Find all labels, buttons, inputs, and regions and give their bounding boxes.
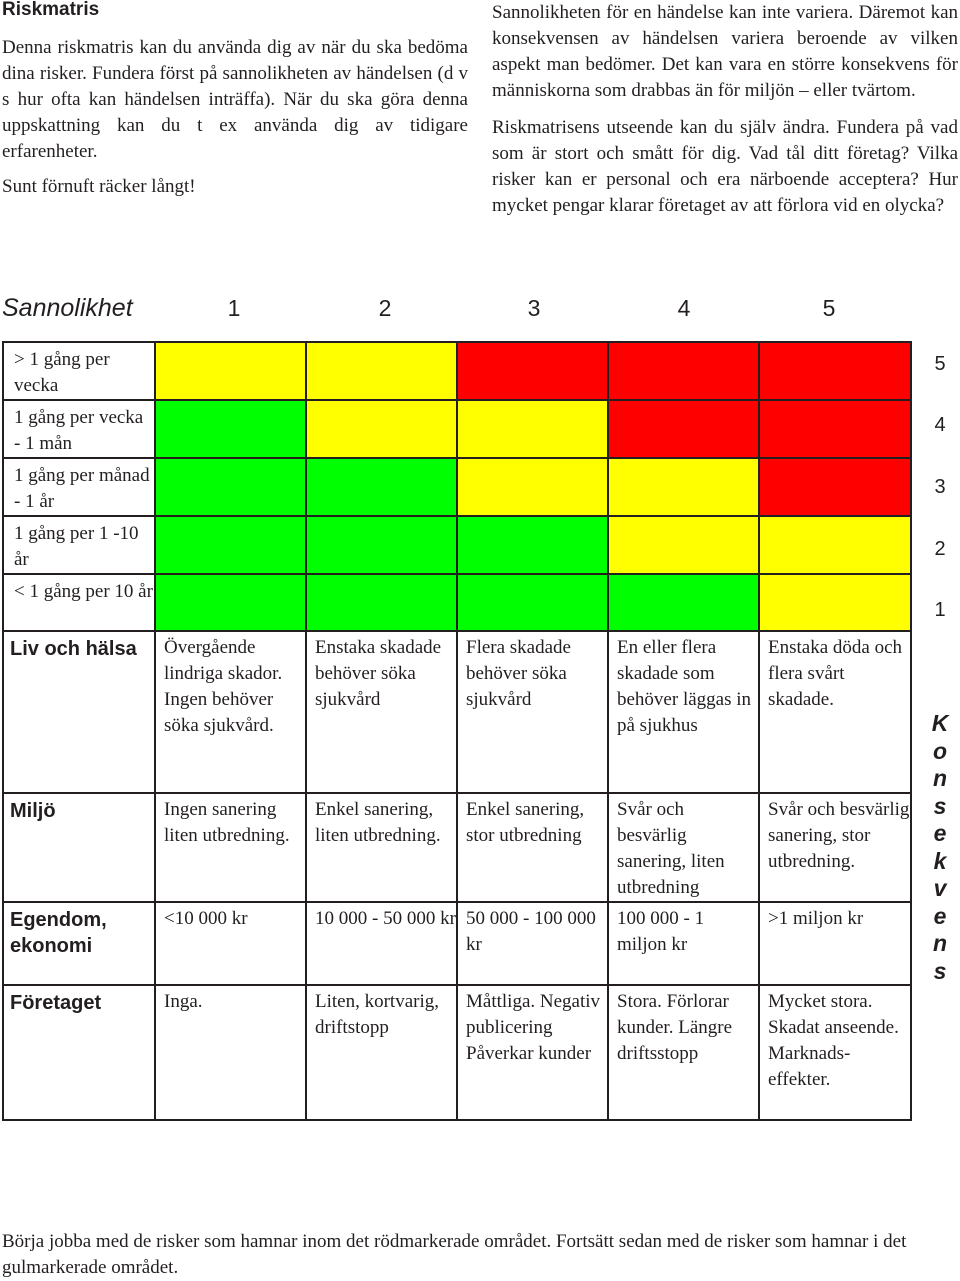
consequence-value: 100 000 - 1 miljon kr <box>608 902 759 985</box>
risk-matrix <box>2 341 912 1121</box>
intro-paragraph: Sunt förnuft räcker långt! <box>2 176 196 197</box>
risk-cell <box>759 516 911 574</box>
frequency-row <box>3 516 911 574</box>
consequence-value: Ingen sanering liten utbredning. <box>155 793 306 902</box>
consequence-level: 2 <box>934 538 946 560</box>
consequence-value: Mycket stora. Skadat anseende. Marknads-effekter. <box>759 985 911 1120</box>
frequency-label: > 1 gång per vecka <box>3 342 155 400</box>
consequence-value: <10 000 kr <box>155 902 306 985</box>
intro-left <box>2 35 468 200</box>
consequence-row <box>3 902 911 985</box>
consequence-axis-letter: k <box>933 847 947 874</box>
risk-cell <box>759 574 911 631</box>
risk-cell <box>306 458 457 516</box>
frequency-row <box>3 458 911 516</box>
intro-right <box>492 0 958 219</box>
consequence-label: Liv och hälsa <box>3 631 155 793</box>
frequency-row <box>3 342 911 400</box>
risk-cell <box>759 458 911 516</box>
consequence-axis-letter: s <box>933 792 947 819</box>
frequency-row <box>3 574 911 631</box>
risk-cell <box>608 516 759 574</box>
consequence-axis-label <box>920 710 960 985</box>
consequence-row <box>3 631 911 793</box>
consequence-axis-letter: o <box>932 737 948 764</box>
frequency-label: 1 gång per vecka - 1 mån <box>3 400 155 458</box>
risk-cell <box>306 574 457 631</box>
risk-cell <box>306 342 457 400</box>
consequence-row <box>3 793 911 902</box>
consequence-value: 50 000 - 100 000 kr <box>457 902 608 985</box>
consequence-value: Enkel sanering, stor utbredning <box>457 793 608 902</box>
consequence-axis-letter: e <box>933 902 947 929</box>
probability-axis-title: Sannolikhet <box>2 294 133 322</box>
footer-note: Börja jobba med de risker som hamnar inom det rödmarkerade området. Fortsätt sedan med de risker som hamnar i det gulmarkerade området. <box>2 1231 907 1278</box>
consequence-row <box>3 985 911 1120</box>
consequence-value: Svår och besvärlig sanering, liten utbredning <box>608 793 759 902</box>
consequence-level: 5 <box>934 353 946 375</box>
consequence-level: 4 <box>934 414 946 436</box>
risk-cell <box>155 342 306 400</box>
frequency-label: < 1 gång per 10 år <box>3 574 155 631</box>
consequence-level: 3 <box>934 476 946 498</box>
consequence-value: 10 000 - 50 000 kr <box>306 902 457 985</box>
consequence-value: Flera skadade behöver söka sjukvård <box>457 631 608 793</box>
probability-level: 4 <box>677 295 691 321</box>
consequence-value: En eller flera skadade som behöver läggas in på sjukhus <box>608 631 759 793</box>
risk-cell <box>759 400 911 458</box>
consequence-value: Liten, kortvarig, driftstopp <box>306 985 457 1120</box>
risk-cell <box>759 342 911 400</box>
consequence-value: Inga. <box>155 985 306 1120</box>
consequence-value: Enstaka skadade behöver söka sjukvård <box>306 631 457 793</box>
risk-cell <box>155 400 306 458</box>
risk-cell <box>155 458 306 516</box>
consequence-label: Egendom, ekonomi <box>3 902 155 985</box>
consequence-axis-letter: s <box>933 957 947 984</box>
consequence-value: >1 miljon kr <box>759 902 911 985</box>
risk-cell <box>457 574 608 631</box>
risk-cell <box>457 400 608 458</box>
consequence-value: Enstaka döda och flera svårt skadade. <box>759 631 911 793</box>
risk-cell <box>306 400 457 458</box>
risk-cell <box>457 516 608 574</box>
risk-cell <box>457 458 608 516</box>
risk-cell <box>306 516 457 574</box>
consequence-axis-letter: n <box>932 930 948 956</box>
consequence-value: Enkel sanering, liten utbredning. <box>306 793 457 902</box>
intro-paragraph: Denna riskmatris kan du använda dig av när du ska bedöma dina risker. Fundera först på sannolikheten av händelsen (d v s hur ofta kan händelsen inträffa). När du ska göra denna uppskattning kan du t ex använda dig av tidigare erfarenheter. <box>2 37 468 162</box>
consequence-level: 1 <box>934 599 946 621</box>
consequence-label: Miljö <box>3 793 155 902</box>
risk-cell <box>457 342 608 400</box>
risk-cell <box>608 574 759 631</box>
consequence-axis-letter: n <box>932 765 948 791</box>
intro-paragraph: Sannolikheten för en händelse kan inte variera. Däremot kan konsekvensen av händelsen variera beroende av vilken aspekt man bedömer. Det kan vara en större konsekvens för människorna som drabbas än för miljön – eller tvärtom. <box>492 2 958 101</box>
consequence-axis-letter: K <box>931 710 949 736</box>
page-title: Riskmatris <box>2 0 100 20</box>
risk-cell <box>155 574 306 631</box>
consequence-value: Svår och besvärlig sanering, stor utbredning. <box>759 793 911 902</box>
intro-paragraph: Riskmatrisens utseende kan du själv ändra. Fundera på vad som är stort och smått för dig. Vad tål ditt företag? Vilka risker kan er personal och era närboende acceptera? Hur mycket pengar klarar företaget av att förlora vid en olycka? <box>492 117 958 216</box>
risk-cell <box>155 516 306 574</box>
consequence-value: Stora. Förlorar kunder. Längre driftsstopp <box>608 985 759 1120</box>
consequence-value: Övergående lindriga skador. Ingen behöver söka sjukvård. <box>155 631 306 793</box>
probability-level: 1 <box>227 295 241 321</box>
consequence-label: Företaget <box>3 985 155 1120</box>
risk-cell <box>608 400 759 458</box>
probability-level: 3 <box>527 295 541 321</box>
risk-cell <box>608 458 759 516</box>
frequency-label: 1 gång per månad - 1 år <box>3 458 155 516</box>
consequence-axis-letter: e <box>933 820 947 846</box>
frequency-row <box>3 400 911 458</box>
probability-level: 5 <box>822 295 836 321</box>
consequence-value: Måttliga. Negativ publicering Påverkar kunder <box>457 985 608 1120</box>
risk-cell <box>608 342 759 400</box>
frequency-label: 1 gång per 1 -10 år <box>3 516 155 574</box>
probability-level: 2 <box>378 295 392 321</box>
consequence-axis-letter: v <box>933 875 947 901</box>
